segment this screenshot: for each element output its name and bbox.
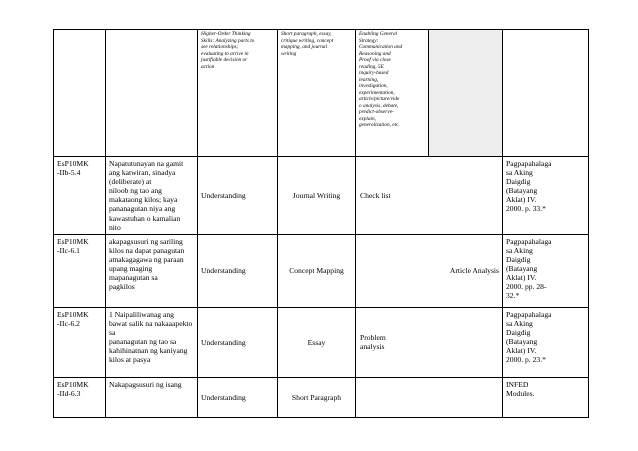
header-line: Skills: Analyzing parts to [201, 37, 255, 44]
strategy-line: Article Analysis [449, 266, 499, 276]
resource-line: Daigdig [506, 177, 531, 187]
resource-line: Pagpapahalaga [506, 159, 552, 168]
competency-line: sa [109, 327, 116, 337]
header-line: evaluating to arrive in [201, 50, 249, 57]
code-cell [54, 234, 106, 307]
header-line: learning, [359, 76, 379, 83]
competency-line: atnakagagawa ng paraan [109, 254, 184, 264]
competency-cell [106, 377, 198, 417]
resource-line: 32.* [506, 291, 520, 301]
strategy-text [359, 31, 425, 129]
header-cell-code [54, 30, 106, 157]
header-cell-shaded [429, 30, 503, 157]
product-cell: Journal Writing [278, 157, 356, 235]
strategy-cell [356, 234, 503, 307]
code-line: -IId-6.3 [57, 388, 81, 398]
header-line: reading, 5E [359, 63, 384, 70]
code-line: -IIc-6.2 [57, 318, 80, 328]
competency-line: pagkilos [109, 282, 135, 292]
header-line: see relationships; [201, 44, 239, 50]
code-line: EsP10MK [57, 379, 89, 389]
strategy-line: analysis [360, 342, 385, 352]
resources-cell [503, 377, 589, 417]
strategy-line: Check list [360, 190, 391, 200]
code-line: EsP10MK [57, 236, 89, 246]
header-line: writing [281, 50, 297, 57]
resources-cell [503, 234, 589, 307]
resource-line: Aklat) IV. [506, 273, 537, 283]
header-line: investigation, [359, 83, 388, 89]
strategy-line: Problem [360, 333, 386, 343]
table-row [54, 307, 589, 377]
competency-cell [106, 157, 198, 235]
header-line: critique writing, concept [281, 37, 334, 44]
header-line: Proof via close [359, 57, 391, 63]
code-cell [54, 377, 106, 417]
header-line: Communication and [359, 44, 403, 50]
code-line: EsP10MK [57, 159, 89, 168]
competency-line: kawastuhan o kamalian [109, 213, 181, 223]
header-line: inquiry-based [359, 70, 389, 76]
resource-line: Aklat) IV. [506, 195, 537, 205]
header-line: predict-observe- [359, 109, 394, 115]
header-cell-thinking-skills [198, 30, 278, 157]
resource-line: Daigdig [506, 254, 531, 264]
competency-line: upang maging [109, 264, 153, 274]
header-cell-competency [106, 30, 198, 157]
header-line: justifiable decision or [201, 57, 248, 63]
header-line: article/picture/vide [359, 96, 400, 102]
code-line: EsP10MK [57, 309, 89, 319]
table-row [54, 157, 589, 235]
level-cell: Understanding [198, 377, 278, 417]
resource-line: Daigdig [506, 327, 531, 337]
resource-line: (Batayang [506, 337, 538, 347]
resource-line: Pagpapahalaga [506, 236, 552, 246]
code-cell [54, 307, 106, 377]
curriculum-map-table [53, 29, 589, 418]
resource-line: Pagpapahalaga [506, 309, 552, 319]
strategy-cell [356, 157, 503, 235]
competency-line: bawat salik na nakaaapekto [109, 318, 193, 328]
table-row [54, 234, 589, 307]
header-line: mapping, and journal [281, 44, 328, 50]
strategy-cell [356, 377, 503, 417]
competency-line: akapagsusuri ng sariling [109, 236, 183, 246]
thinking-skills-text [201, 31, 274, 70]
resource-line: (Batayang [506, 264, 538, 274]
header-line: explain, [359, 115, 376, 122]
product-cell: Short Paragraph [278, 377, 356, 417]
resource-line: sa Aking [506, 245, 533, 255]
competency-cell [106, 307, 198, 377]
competency-line: Nakapagsusuri ng isang [109, 379, 182, 389]
resource-line: 2000. p. 23.* [506, 355, 546, 365]
code-line: -IIb-5.4 [57, 168, 81, 178]
strategy-cell [356, 307, 503, 377]
competency-line: kilos na dapat panagutan [109, 245, 185, 255]
competency-line: niloob ng tao ang [109, 186, 162, 196]
header-line: Strategy: [359, 37, 379, 44]
competency-line: kilos at pasya [109, 355, 151, 365]
product-cell: Essay [278, 307, 356, 377]
competency-line: mapanagutan sa [109, 273, 158, 283]
header-line: o analysis, debate, [359, 102, 399, 109]
level-cell: Understanding [198, 157, 278, 235]
products-text [281, 31, 352, 57]
resource-line: INFED [506, 379, 529, 389]
competency-line: nito [109, 222, 121, 232]
competency-cell [106, 234, 198, 307]
level-cell: Understanding [198, 307, 278, 377]
resources-cell [503, 307, 589, 377]
competency-line: kahihinatnan ng kaniyang [109, 346, 188, 356]
resource-line: (Batayang [506, 186, 538, 196]
competency-line: ang katwiran, sinadya [109, 168, 176, 178]
resource-line: Modules. [506, 388, 535, 398]
resources-cell [503, 157, 589, 235]
resource-line: 2000. p. 33.* [506, 204, 546, 214]
table-row [54, 377, 589, 417]
header-cell-strategy [356, 30, 429, 157]
header-cell-products [278, 30, 356, 157]
product-cell: Concept Mapping [278, 234, 356, 307]
header-line: Reasoning and [359, 50, 391, 57]
competency-line: makataong kilos; kaya [109, 195, 178, 205]
resource-line: sa Aking [506, 168, 533, 178]
header-line: Short paragraph, essay, [281, 31, 332, 37]
header-line: generalization, etc. [359, 122, 400, 128]
level-cell: Understanding [198, 234, 278, 307]
resource-line: Aklat) IV. [506, 346, 537, 356]
header-cell-resources [503, 30, 589, 157]
header-row [54, 30, 589, 157]
header-line: action [201, 63, 215, 70]
header-line: experimentation, [359, 89, 395, 96]
competency-line: Napatutunayan na gamit [109, 159, 184, 168]
competency-line: pananagutan ng tao sa [109, 337, 177, 347]
resource-line: sa Aking [506, 318, 533, 328]
code-cell [54, 157, 106, 235]
header-line: Higher-Order Thinking [201, 31, 251, 37]
header-line: Enabling General [359, 31, 398, 37]
competency-line: (deliberate) at [109, 177, 152, 187]
resource-line: 2000. pp. 28- [506, 282, 547, 292]
competency-line: pananagutan niya ang [109, 204, 176, 214]
code-line: -IIc-6.1 [57, 245, 80, 255]
competency-line: 1 Naipaliliwanag ang [109, 309, 174, 319]
